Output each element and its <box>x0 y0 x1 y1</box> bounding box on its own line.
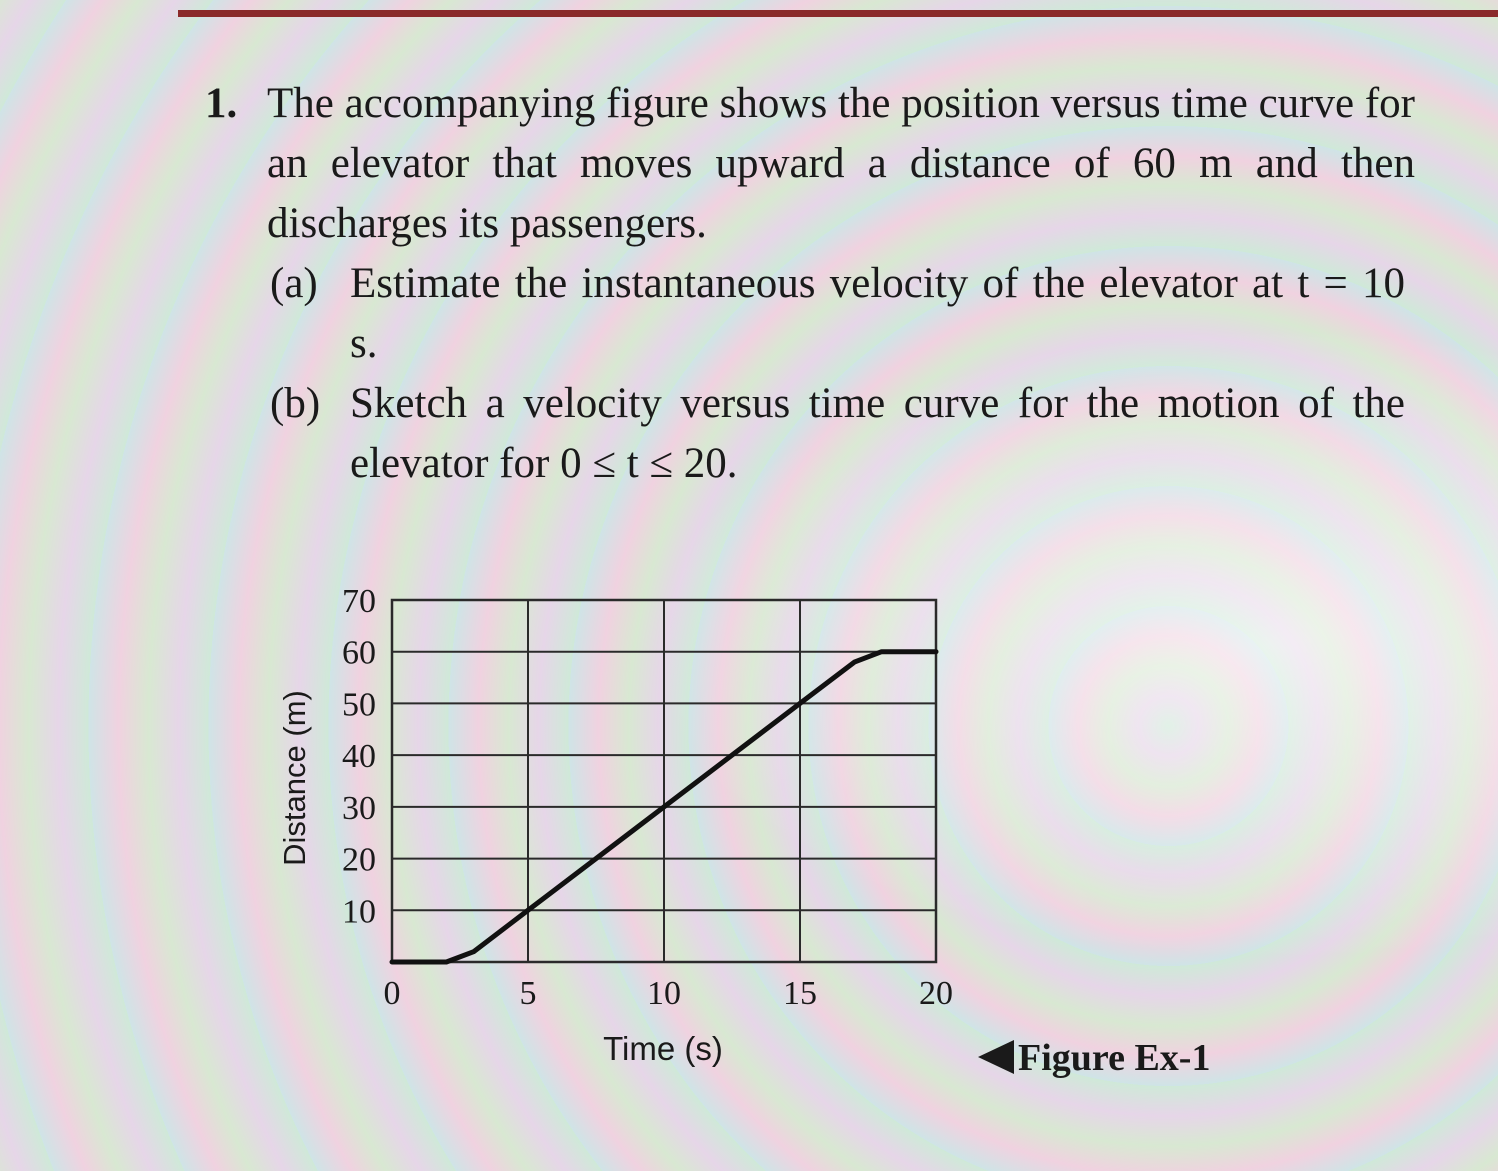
x-tick-label: 20 <box>919 975 953 1012</box>
figure-caption <box>978 1036 1210 1080</box>
x-axis-label: Time (s) <box>603 1030 723 1067</box>
part-b-label: (b) <box>270 380 321 427</box>
part-b-text: Sketch a velocity versus time curve for the motion of the elevator for 0 ≤ t ≤ 20. <box>350 380 1405 487</box>
y-tick-label: 70 <box>342 583 376 620</box>
y-tick-label: 40 <box>342 738 376 776</box>
y-tick-label: 20 <box>342 841 376 879</box>
x-tick-label: 5 <box>519 975 537 1012</box>
problem-intro: The accompanying figure shows the position versus time curve for an elevator that moves upward a distance of 60 m and then discharges its passengers. <box>267 80 1415 247</box>
part-a-text: Estimate the instantaneous velocity of the elevator at t = 10 s. <box>350 260 1405 367</box>
y-axis-label: Distance (m) <box>277 690 312 866</box>
y-tick-label: 30 <box>342 789 376 827</box>
x-tick-label: 15 <box>783 975 817 1012</box>
y-tick-label: 10 <box>342 893 376 931</box>
problem-number: 1. <box>205 80 238 127</box>
part-a-label: (a) <box>270 260 318 307</box>
x-tick-label: 10 <box>647 975 681 1012</box>
y-tick-label: 50 <box>342 686 376 724</box>
y-tick-label: 60 <box>342 634 376 672</box>
x-tick-label: 0 <box>383 975 401 1012</box>
caption-arrow-icon <box>978 1040 1014 1074</box>
caption-text: Figure Ex-1 <box>1018 1037 1211 1079</box>
